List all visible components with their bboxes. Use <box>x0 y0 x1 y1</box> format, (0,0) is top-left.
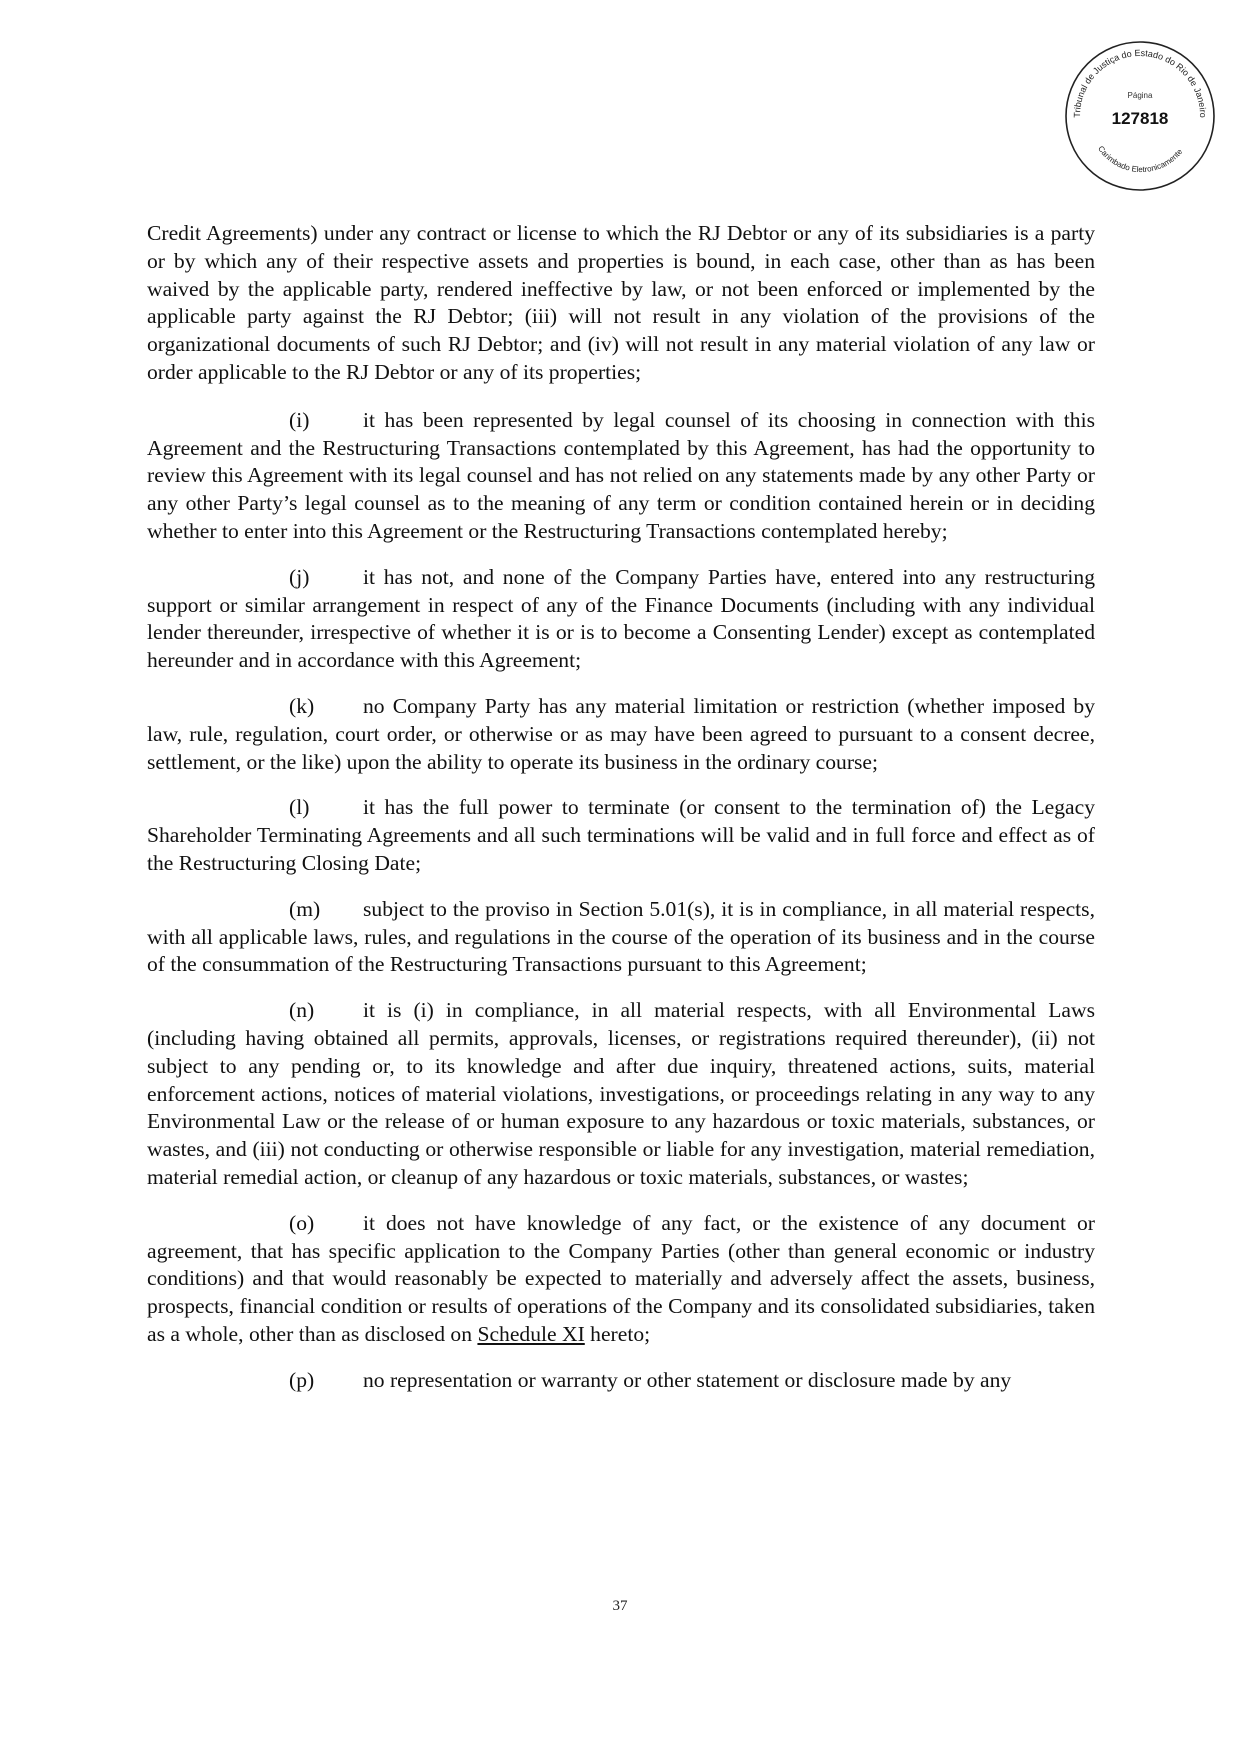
paragraph-continuation <box>147 220 1095 387</box>
paragraph-j <box>147 564 1095 675</box>
paragraph-text: it has not, and none of the Company Parties have, entered into any restructuring support or similar arrangement in respect of any of the Finance Documents (including with any individual lender thereunder, irrespective of whether it is or is to become a Consenting Lender) except as contemplated hereunder and in accordance with this Agreement; <box>147 564 1095 673</box>
stamp-label: Página <box>1127 91 1153 100</box>
paragraph-k <box>147 693 1095 776</box>
paragraph-text: it is (i) in compliance, in all material respects, with all Environmental Laws (including having obtained all permits, approvals, licenses, or registrations required thereunder), (ii) not subject to any pending or, to its knowledge and after due inquiry, threatened actions, suits, material enforcement actions, notices of material violations, investigations, or proceedings relating in any way to any Environmental Law or the release of or human exposure to any hazardous or toxic materials, substances, or wastes, and (iii) not conducting or otherwise responsible or liable for any investigation, material remediation, material remedial action, or cleanup of any hazardous or toxic materials, substances, or wastes; <box>147 998 1095 1189</box>
paragraph-text: it does not have knowledge of any fact, or the existence of any document or agreement, that has specific application to the Company Parties (other than general economic or industry conditions) and that would reasonably be expected to materially and adversely affect the assets, business, prospects, financial condition or results of operations of the Company and its consolidated subsidiaries, taken as a whole, other than as disclosed on <box>147 1210 1095 1346</box>
paragraph-marker: (l) <box>289 795 310 820</box>
stamp-arc-bottom: Carimbado Eletronicamente <box>1096 144 1185 175</box>
paragraph-marker: (k) <box>289 693 315 718</box>
paragraph-text-tail: hereto; <box>584 1321 651 1346</box>
paragraph-marker: (m) <box>289 896 321 921</box>
paragraph-marker: (n) <box>289 998 315 1023</box>
paragraph-n <box>147 997 1095 1192</box>
stamp-arc-top: Tribunal de Justiça do Estado do Rio de Janeiro <box>1071 47 1209 118</box>
paragraph-l <box>147 794 1095 877</box>
paragraph-text: it has been represented by legal counsel of its choosing in connection with this Agreement and the Restructuring Transactions contemplated by this Agreement, has had the opportunity to review this Agreement with its legal counsel and has not relied on any statements made by any other Party or any other Party’s legal counsel as to the meaning of any term or condition contained herein or in deciding whether to enter into this Agreement or the Restructuring Transactions contemplated hereby; <box>147 407 1095 543</box>
schedule-reference: Schedule XI <box>477 1321 585 1346</box>
court-stamp <box>1060 36 1220 196</box>
paragraph-marker: (o) <box>289 1210 315 1235</box>
paragraph-p <box>147 1367 1095 1395</box>
paragraph-text: no Company Party has any material limitation or restriction (whether imposed by law, rule, regulation, court order, or otherwise or as may have been agreed to pursuant to a consent decree, settlement, or the like) upon the ability to operate its business in the ordinary course; <box>147 693 1095 774</box>
paragraph-marker: (i) <box>289 407 310 432</box>
paragraph-text: it has the full power to terminate (or consent to the termination of) the Legacy Shareholder Terminating Agreements and all such terminations will be valid and in full force and effect as of the Restructuring Closing Date; <box>147 795 1095 875</box>
paragraph-marker: (p) <box>289 1367 315 1392</box>
paragraph-marker: (j) <box>289 564 310 589</box>
paragraph-i <box>147 407 1095 546</box>
document-body <box>147 220 1095 1412</box>
stamp-number: 127818 <box>1111 109 1169 128</box>
paragraph-m <box>147 896 1095 979</box>
paragraph-o <box>147 1210 1095 1349</box>
paragraph-text: no representation or warranty or other statement or disclosure made by any <box>363 1367 1012 1392</box>
paragraph-text: Credit Agreements) under any contract or license to which the RJ Debtor or any of its subsidiaries is a party or by which any of their respective assets and properties is bound, in each case, other than as has been waived by the applicable party, rendered ineffective by law, or not been enforced or implemented by the applicable party against the RJ Debtor; (iii) will not result in any violation of the provisions of the organizational documents of such RJ Debtor; and (iv) will not result in any material violation of any law or order applicable to the RJ Debtor or any of its properties; <box>147 221 1095 384</box>
paragraph-text: subject to the proviso in Section 5.01(s), it is in compliance, in all material respects, with all applicable laws, rules, and regulations in the course of the operation of its business and in the course of the consummation of the Restructuring Transactions pursuant to this Agreement; <box>147 896 1095 977</box>
page-number: 37 <box>612 1598 628 1614</box>
